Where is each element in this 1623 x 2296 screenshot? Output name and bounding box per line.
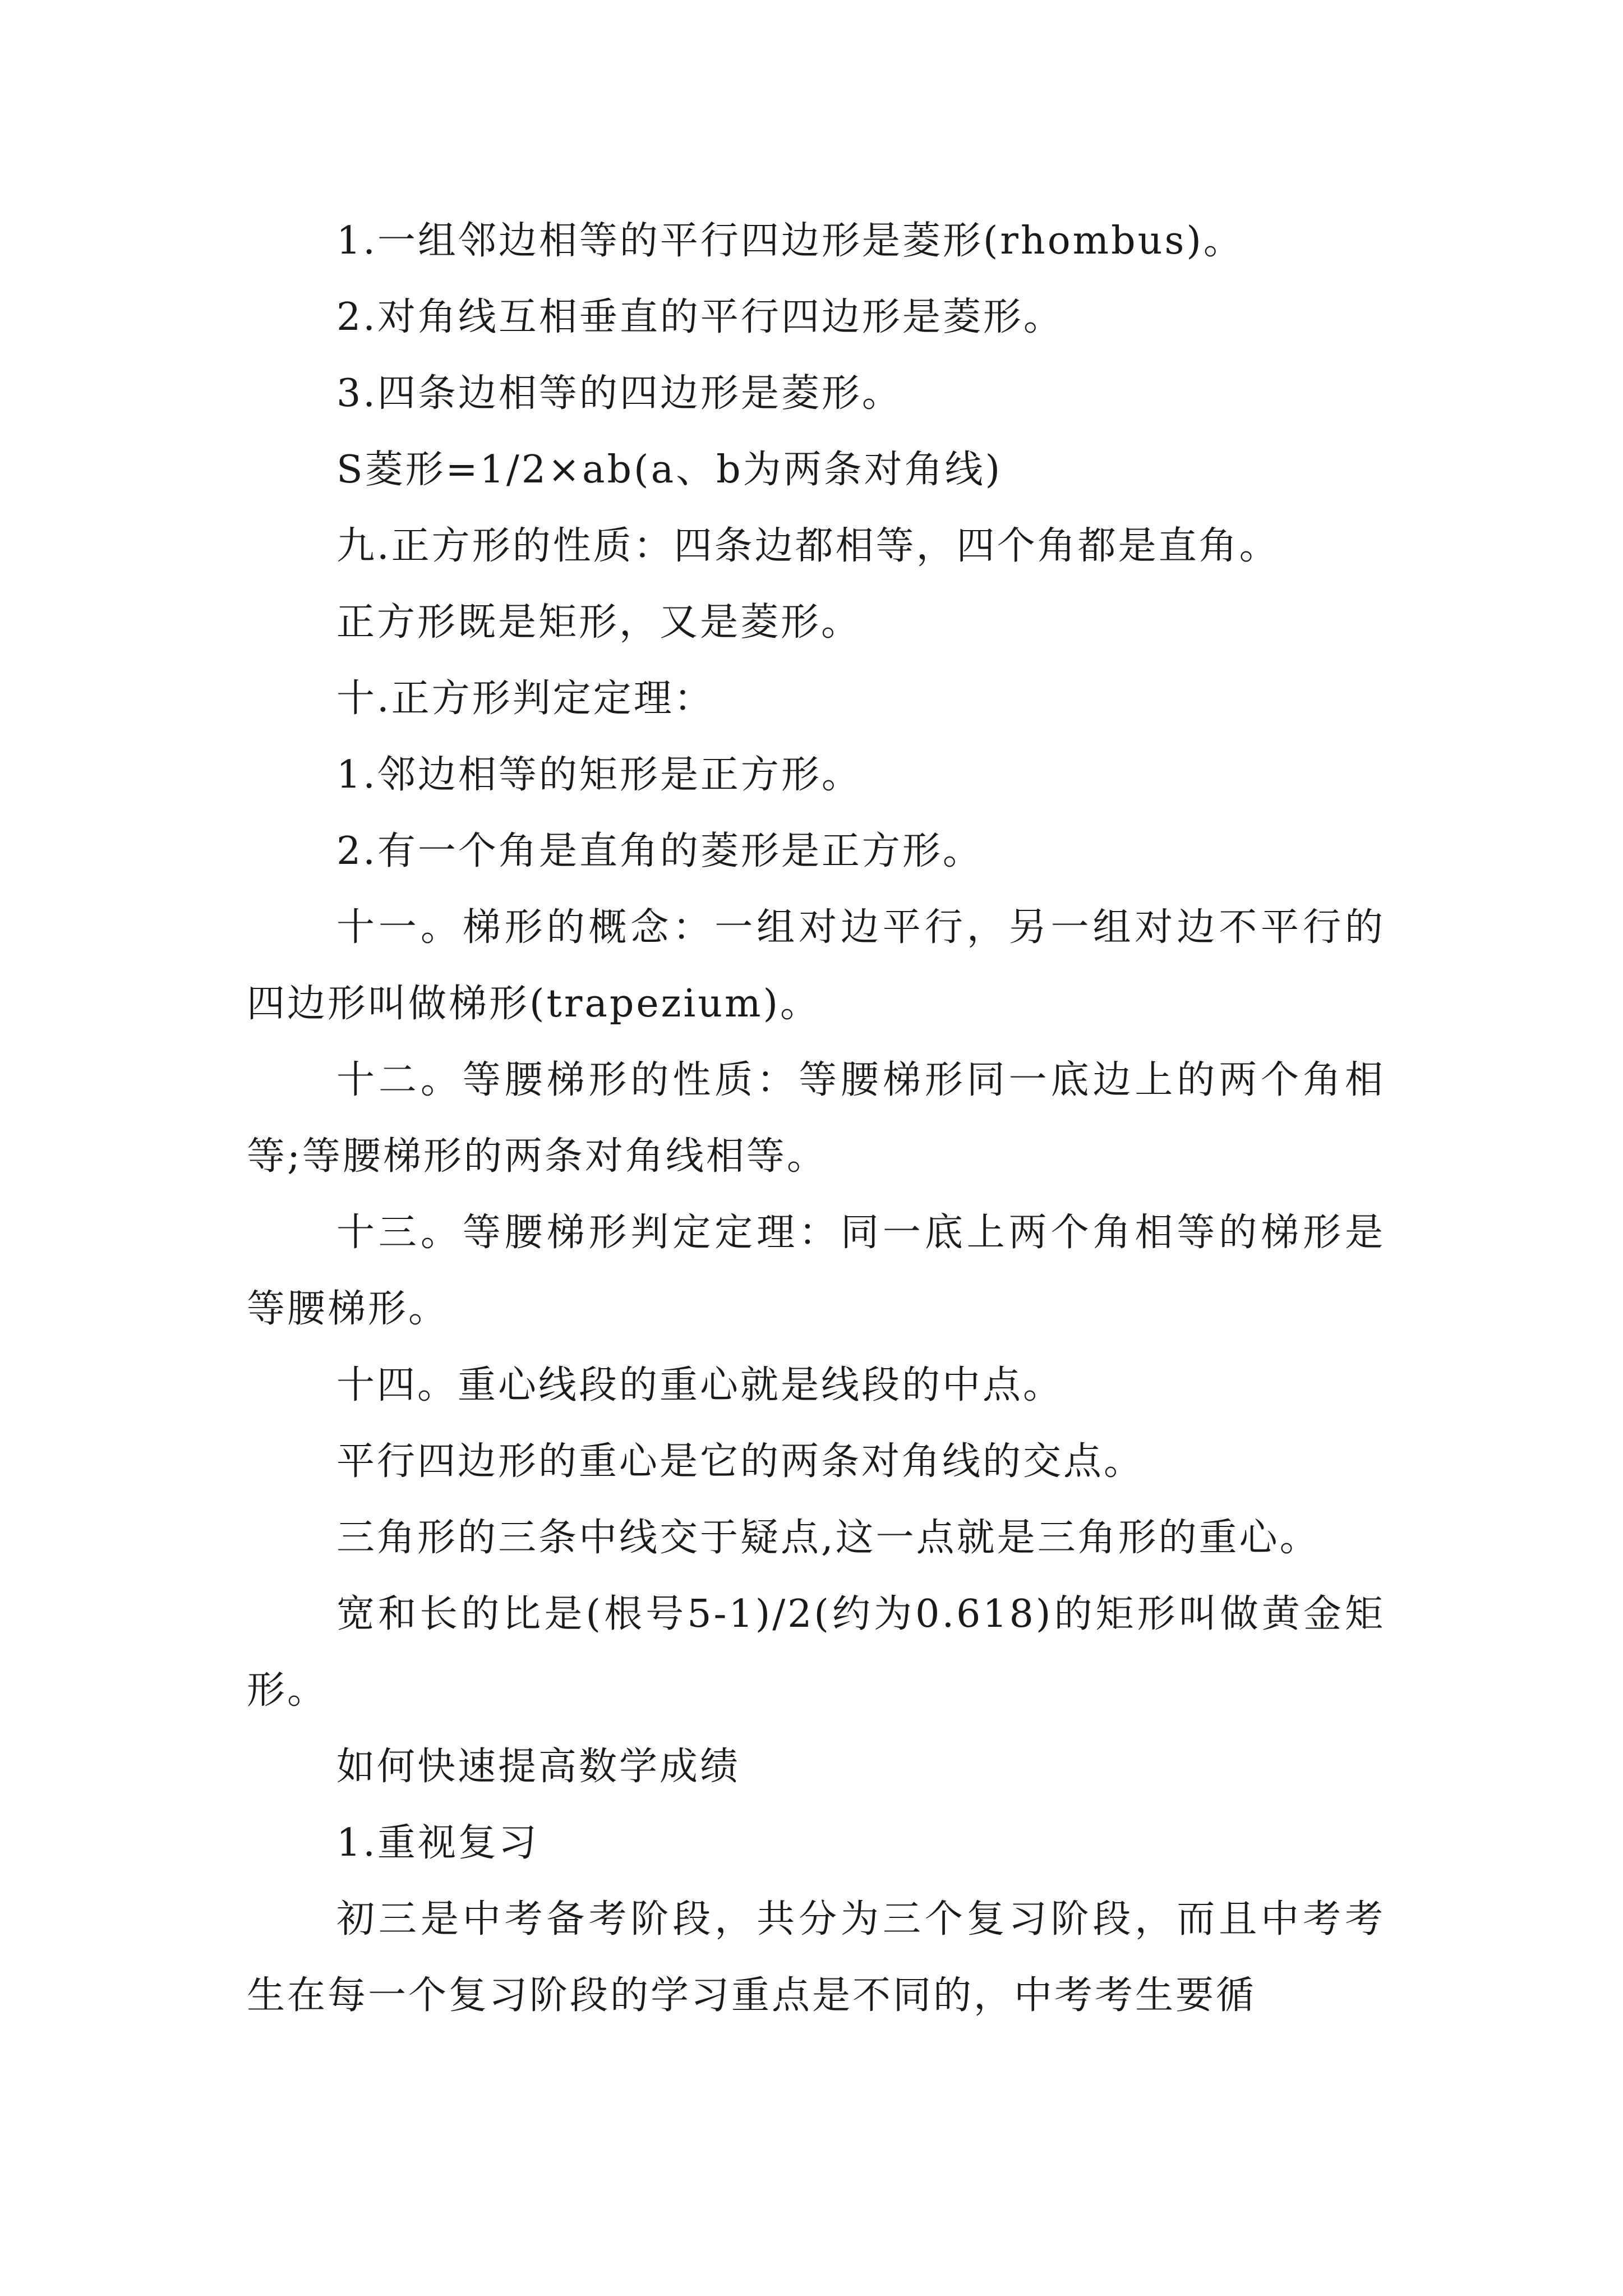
paragraph-16: 宽和长的比是(根号5-1)/2(约为0.618)的矩形叫做黄金矩形。 (247, 1592, 1385, 1713)
paragraph-7: 十.正方形判定定理： (336, 677, 714, 721)
paragraph-1: 1.一组邻边相等的平行四边形是菱形(rhombus)。 (336, 219, 1244, 263)
paragraph-14: 平行四边形的重心是它的两条对角线的交点。 (336, 1439, 1145, 1484)
paragraph-19: 初三是中考备考阶段，共分为三个复习阶段，而且中考考生在每一个复习阶段的学习重点是不同的，中考考生要循 (247, 1897, 1385, 2018)
section-heading: 如何快速提高数学成绩 (336, 1745, 741, 1789)
paragraph-9: 2.有一个角是直角的菱形是正方形。 (336, 829, 983, 873)
paragraph-4: S菱形=1/2×ab(a、b为两条对角线) (336, 448, 1003, 492)
subheading-review: 1.重视复习 (336, 1821, 539, 1865)
paragraph-13: 十四。重心线段的重心就是线段的中点。 (336, 1363, 1064, 1407)
paragraph-5: 九.正方形的性质：四条边都相等，四个角都是直角。 (336, 524, 1280, 568)
paragraph-3: 3.四条边相等的四边形是菱形。 (336, 371, 902, 416)
paragraph-10: 十一。梯形的概念：一组对边平行，另一组对边不平行的四边形叫做梯形(trapezium)。 (247, 905, 1385, 1026)
document-body (247, 203, 1385, 2034)
paragraph-2: 2.对角线互相垂直的平行四边形是菱形。 (336, 295, 1064, 339)
paragraph-6: 正方形既是矩形，又是菱形。 (336, 600, 862, 645)
paragraph-15: 三角形的三条中线交于疑点,这一点就是三角形的重心。 (336, 1516, 1320, 1560)
paragraph-11: 十二。等腰梯形的性质：等腰梯形同一底边上的两个角相等;等腰梯形的两条对角线相等。 (247, 1058, 1385, 1179)
paragraph-8: 1.邻边相等的矩形是正方形。 (336, 753, 862, 797)
paragraph-12: 十三。等腰梯形判定定理：同一底上两个角相等的梯形是等腰梯形。 (247, 1211, 1385, 1331)
